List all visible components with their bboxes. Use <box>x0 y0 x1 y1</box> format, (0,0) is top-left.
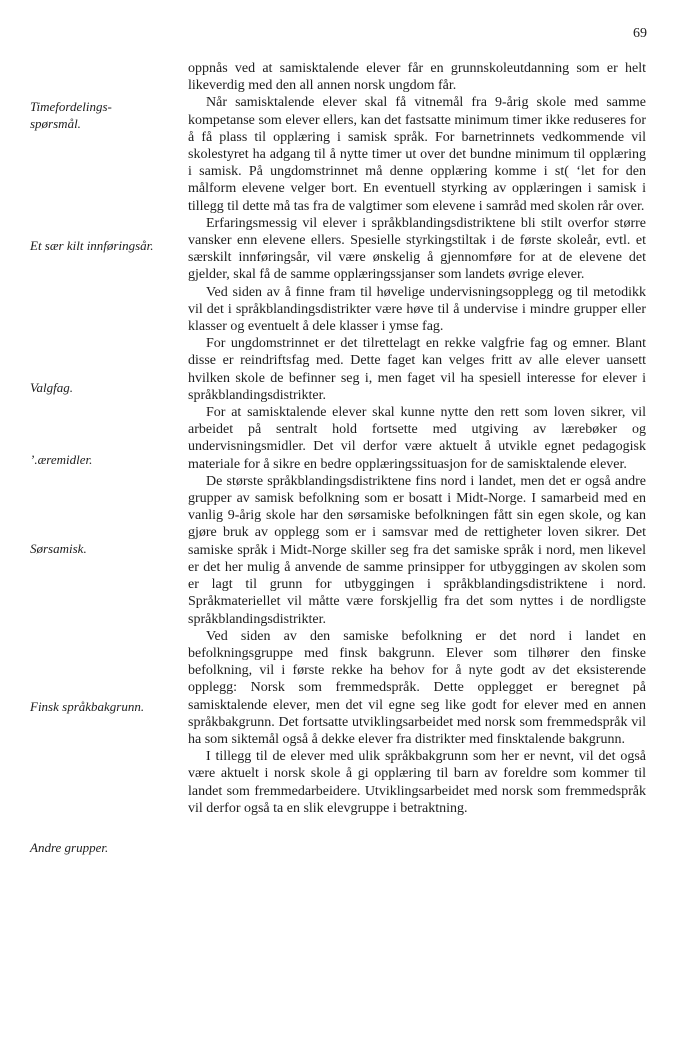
paragraph: Når samisktalende elever skal få vitnemål fra 9-årig skole med samme kompetanse som elever ellers, kan det fastsatte minimum timer ikke reduseres for å få plass til opplæring i samisk språk. For barnetrinnets vedkommende vil skolestyret ha adgang til å nytte timer ut over det bundne minimum til opplæring i samisk. På ungdomstrinnet må denne opplæring komme i st( ‘let for den målform elevene velger bort. En eventuell styrking av opplæringen i samisk i tillegg til dette må tas fra de valgtimer som elevene i samråd med skolen rår over. <box>188 95 646 214</box>
margin-note-laeremidler: ’.æremidler. <box>30 452 93 467</box>
paragraph: oppnås ved at samisktalende elever får en grunnskoleutdanning som er helt likeverdig med den all annen norsk ungdom får. <box>188 61 646 94</box>
margin-note-sorsamisk: Sørsamisk. <box>30 541 87 556</box>
margin-note-valgfag: Valgfag. <box>30 380 73 395</box>
margin-note-finsk: Finsk språkbakgrunn. <box>30 699 145 714</box>
body-text <box>188 60 646 817</box>
paragraph: For ungdomstrinnet er det tilrettelagt en rekke valgfrie fag og emner. Blant disse er reindriftsfag med. Dette faget kan velges fritt av alle elever uansett hvilken skole de befinner seg i, men faget vil ha spesiell interesse for elever i språkblandingsdistrikter. <box>188 336 646 403</box>
margin-note-andre-grupper: Andre grupper. <box>30 840 109 855</box>
paragraph: I tillegg til de elever med ulik språkbakgrunn som her er nevnt, vil det også være aktuelt i norsk skole å gi opplæring til barn av foreldre som kommer til landet som fremmedarbeidere. Utviklingsarbeidet med norsk som fremmedspråk vil derfor også ta en slik elevgruppe i betraktning. <box>188 749 646 816</box>
page-number: 69 <box>633 26 647 41</box>
paragraph: De største språkblandingsdistriktene fins nord i landet, men det er også andre grupper av samisk befolkning som er bosatt i Midt-Norge. I samarbeid med en vanlig 9-årig skole har den sørsamiske befolkningen fått sin egen skole, og kan gjøre bruk av opplegg som er i samsvar med de rettigheter loven sikrer. Det samiske språk i Midt-Norge skiller seg fra det samiske språk i nord, men likevel er det her mulig å anvende de samme prinsipper for utbyggingen av skolen som er lagt til grunn for utbyggingen i språkblandingsdistriktene i nord. Språkmateriellet vil måtte være forskjellig fra det som nyttes i de nordligste språkblandingsdistrikter. <box>188 473 646 627</box>
paragraph: Erfaringsmessig vil elever i språkblandingsdistriktene bli stilt overfor større vansker enn elevene ellers. Spesielle styrkingstiltak i de første skoleår, evtl. et særskilt innføringsår, vil være ønskelig å gjennomføre for at de elevene det gjelder, skal få de samme opplæringssjanser som landets øvrige elever. <box>188 215 646 283</box>
margin-note-timefordeling: Timefordelings- spørsmål. <box>30 99 112 131</box>
paragraph: Ved siden av den samiske befolkning er det nord i landet en befolkningsgruppe med finsk bakgrunn. Elever som tilhører den finske befolkning, vil i første rekke ha behov for å nyte godt av det eksisterende opplegg: Norsk som fremmedspråk. Dette opplegget er beregnet på samisktalende elever, men det vil egne seg like godt for elever med en annen språkbakgrunn. Det fortsatte utviklingsarbeidet med norsk som fremmedspråk vil ha som siktemål også å dekke elever fra distrikter med finsktalende bakgrunn. <box>188 628 646 747</box>
paragraph: For at samisktalende elever skal kunne nytte den rett som loven sikrer, vil arbeidet på sentralt hold fortsette med utgiving av lærebøker og undervisningsmidler. Det vil derfor være aktuelt å utvikle egnet pedagogisk materiale for å sikre en bedre opplæringssituasjon for de samisktalende elever. <box>188 405 646 472</box>
margin-note-innforingsar: Et sær kilt innføringsår. <box>30 238 154 253</box>
paragraph: Ved siden av å finne fram til høvelige undervisningsopplegg og til metodikk vil det i språkblandingsdistrikter være høve til å undervise i mindre grupper eller klasser og eventuelt å dele klasser i ymse fag. <box>188 284 646 335</box>
